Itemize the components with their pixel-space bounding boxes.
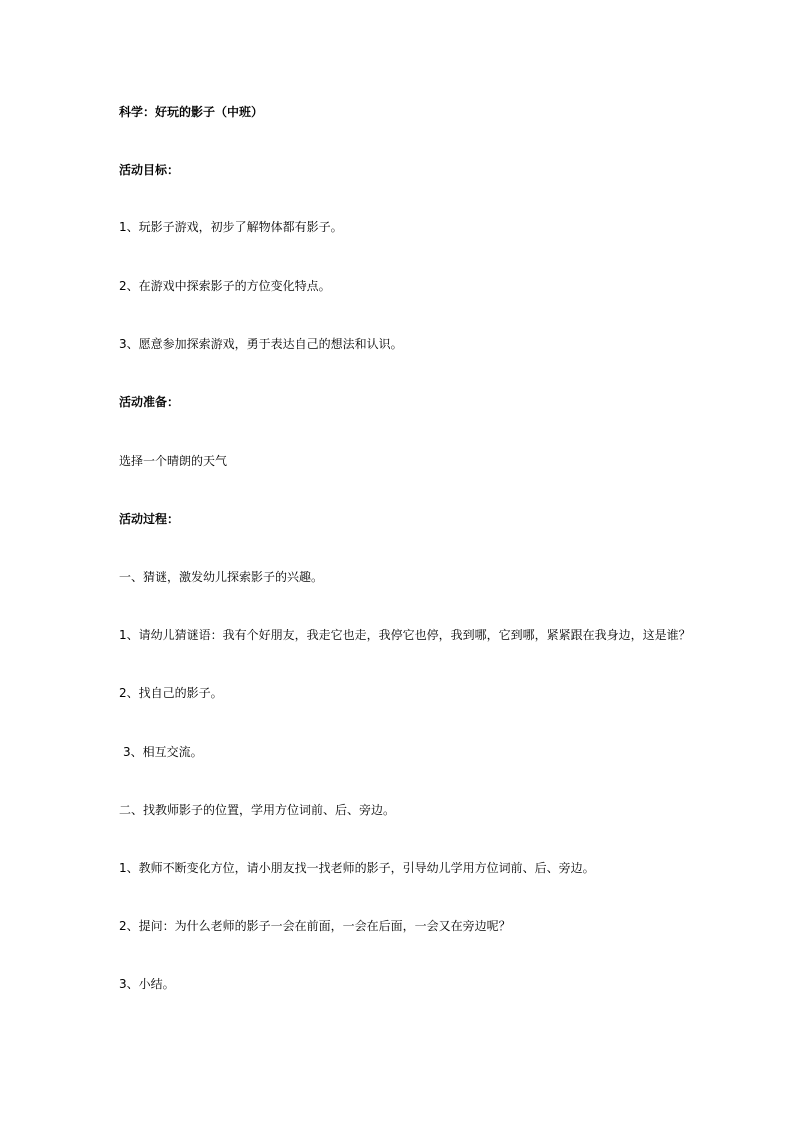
document-title: 科学：好玩的影子（中班）: [119, 105, 264, 119]
goal-item: 1、玩影子游戏，初步了解物体都有影子。: [119, 220, 343, 234]
section-title: 一、猜谜，激发幼儿探索影子的兴趣。: [119, 570, 324, 584]
section-item: 2、提问：为什么老师的影子一会在前面，一会在后面，一会又在旁边呢？: [119, 919, 511, 933]
goal-item: 2、在游戏中探索影子的方位变化特点。: [119, 279, 331, 293]
section-item: 1、请幼儿猜谜语：我有个好朋友，我走它也走，我停它也停，我到哪，它到哪，紧紧跟在我身边，这是谁？: [119, 628, 691, 642]
section-item: 1、教师不断变化方位，请小朋友找一找老师的影子，引导幼儿学用方位词前、后、旁边。: [119, 861, 595, 875]
prep-heading: 活动准备：: [119, 395, 180, 409]
prep-text: 选择一个晴朗的天气: [119, 454, 228, 468]
section-item: 3、相互交流。: [123, 745, 203, 759]
section-title: 二、找教师影子的位置，学用方位词前、后、旁边。: [119, 803, 396, 817]
section-item: 2、找自己的影子。: [119, 686, 223, 700]
process-heading: 活动过程：: [119, 512, 180, 526]
goal-item: 3、愿意参加探索游戏，勇于表达自己的想法和认识。: [119, 337, 403, 351]
goals-heading: 活动目标：: [119, 163, 180, 177]
section-item: 3、小结。: [119, 977, 175, 991]
